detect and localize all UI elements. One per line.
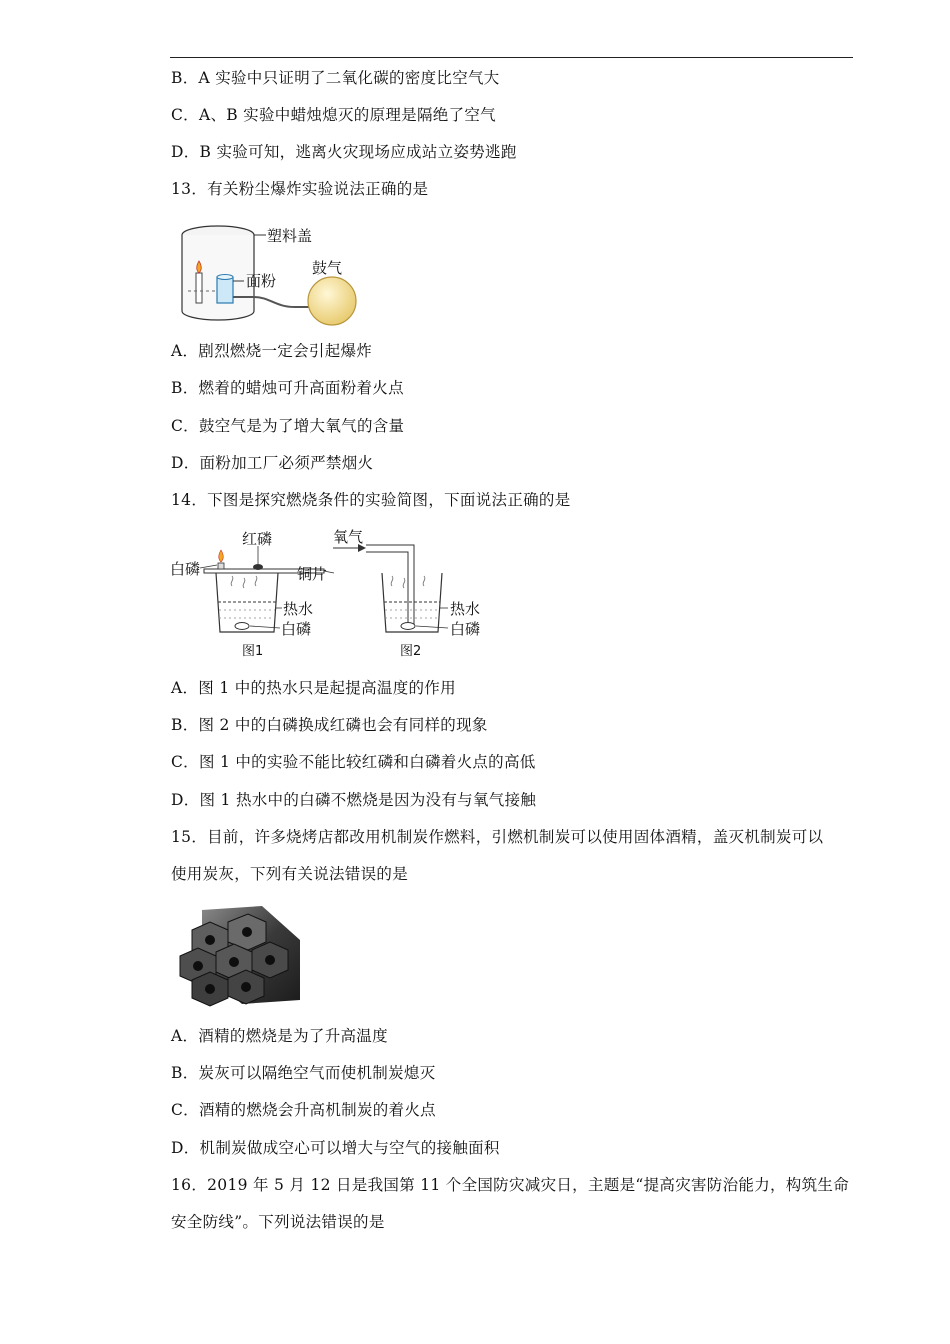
option-13a: A．剧烈燃烧一定会引起爆炸: [171, 342, 373, 360]
option-14c: C．图 1 中的实验不能比较红磷和白磷着火点的高低: [171, 753, 536, 771]
option-13b: B．燃着的蜡烛可升高面粉着火点: [171, 379, 404, 397]
option-13c: C．鼓空气是为了增大氧气的含量: [171, 417, 405, 435]
figure-dust-explosion: [170, 215, 360, 330]
option-12d: D．B 实验可知，逃离火灾现场应成站立姿势逃跑: [171, 143, 517, 161]
label-blow-air: 鼓气: [312, 259, 343, 277]
label-oxygen: 氧气: [333, 528, 364, 546]
label-hot-water-1: 热水: [283, 600, 314, 618]
question-16-line-2: 安全防线”。下列说法错误的是: [171, 1213, 385, 1231]
header-rule: [170, 57, 853, 58]
option-15d: D．机制炭做成空心可以增大与空气的接触面积: [171, 1139, 500, 1157]
caption-figure-1: 图1: [242, 644, 264, 659]
label-flour: 面粉: [246, 272, 277, 290]
figure-charcoal-briquettes: [172, 900, 304, 1010]
option-15a: A．酒精的燃烧是为了升高温度: [171, 1027, 388, 1045]
label-plastic-lid: 塑料盖: [267, 227, 313, 245]
figure-combustion-conditions: [170, 528, 490, 663]
question-15-line-1: 15．目前，许多烧烤店都改用机制炭作燃料，引燃机制炭可以使用固体酒精，盖灭机制炭可以: [171, 828, 824, 846]
option-14b: B．图 2 中的白磷换成红磷也会有同样的现象: [171, 716, 488, 734]
option-14d: D．图 1 热水中的白磷不燃烧是因为没有与氧气接触: [171, 791, 537, 809]
question-16-line-1: 16．2019 年 5 月 12 日是我国第 11 个全国防灾减灾日，主题是“提高灾害防治能力，构筑生命: [171, 1176, 849, 1194]
option-15b: B．炭灰可以隔绝空气而使机制炭熄灭: [171, 1064, 436, 1082]
question-13: 13．有关粉尘爆炸实验说法正确的是: [171, 180, 429, 198]
option-12c: C．A、B 实验中蜡烛熄灭的原理是隔绝了空气: [171, 106, 496, 124]
option-12b: B．A 实验中只证明了二氧化碳的密度比空气大: [171, 69, 500, 87]
label-copper-plate: 铜片: [297, 565, 328, 583]
caption-figure-2: 图2: [400, 644, 422, 659]
label-hot-water-2: 热水: [450, 600, 481, 618]
label-white-phosphorus-water-2: 白磷: [450, 620, 481, 638]
question-15-line-2: 使用炭灰，下列有关说法错误的是: [171, 865, 409, 883]
label-red-phosphorus: 红磷: [242, 530, 273, 548]
option-15c: C．酒精的燃烧会升高机制炭的着火点: [171, 1101, 436, 1119]
question-14: 14．下图是探究燃烧条件的实验简图，下面说法正确的是: [171, 491, 571, 509]
label-white-phosphorus-water-1: 白磷: [281, 620, 312, 638]
option-14a: A．图 1 中的热水只是起提高温度的作用: [171, 679, 456, 697]
label-white-phosphorus-plate: 白磷: [170, 560, 201, 578]
option-13d: D．面粉加工厂必须严禁烟火: [171, 454, 374, 472]
